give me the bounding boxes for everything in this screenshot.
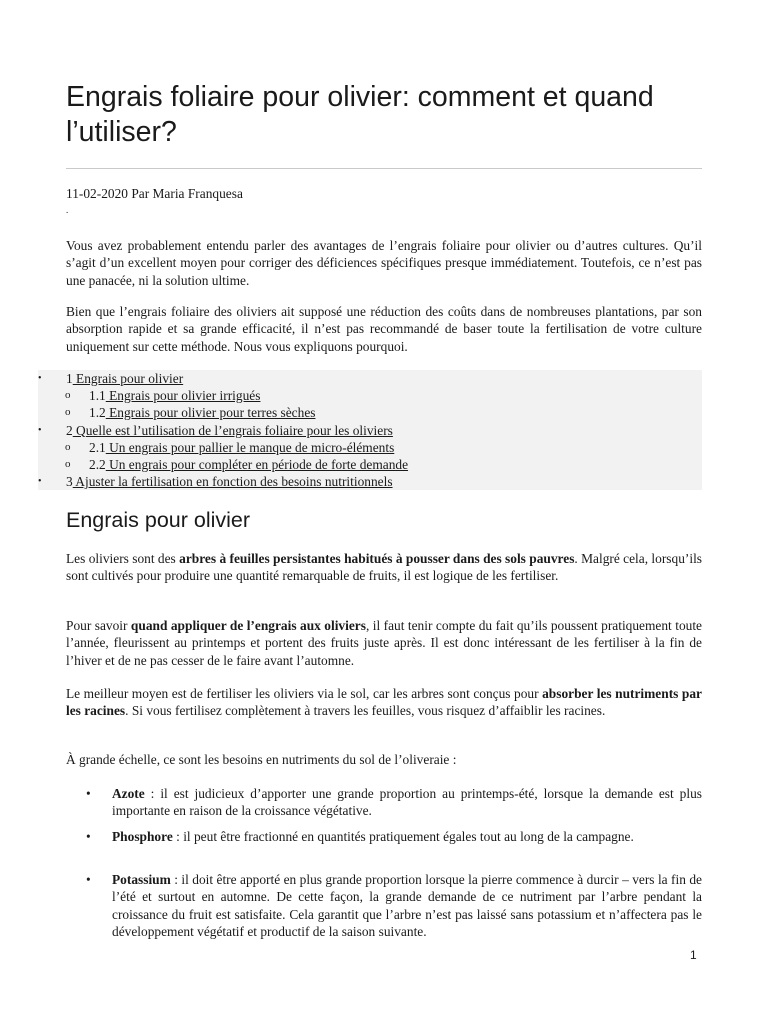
body-paragraph-1: Les oliviers sont des arbres à feuilles persistantes habitués à pousser dans des sols pauvres. Malgré cela, lorsqu’ils sont cultivés pour produire une quantité remarquable de fruits, il est logique de les fertiliser. bbox=[66, 551, 703, 584]
nutrient-item-azote bbox=[66, 785, 702, 828]
toc-number: 1.1 bbox=[89, 388, 106, 404]
toc-link-ajuster-fertilisation[interactable]: Ajuster la fertilisation en fonction des besoins nutritionnels bbox=[72, 474, 393, 490]
nutrient-text: : il doit être apporté en plus grande proportion lorsque la pierre commence à durcir – vers la fin de l’été et surtout en automne. De cette façon, la grande demande de ce nutriment par l’arbre pendant la croissance du fruit est satisfaite. Cela garantit que l’arbre n’est pas laissé sans potassium et n’affectera pas le développement végétatif et productif de la saison suivante. bbox=[112, 872, 702, 940]
toc-item-1-2 bbox=[38, 404, 702, 421]
title-divider bbox=[66, 168, 702, 169]
toc-link-irrigues[interactable]: Engrais pour olivier irrigués bbox=[105, 388, 261, 404]
toc-item-2 bbox=[38, 422, 702, 439]
nutrient-name: Phosphore bbox=[112, 829, 173, 844]
body-paragraph-2: Pour savoir quand appliquer de l’engrais aux oliviers, il faut tenir compte du fait qu’ils poussent pratiquement toute l’année, fleurissent au printemps et portent des fruits juste après. Il est donc intéressant de les fertiliser à la fin de l’hiver et de ne pas cesser de le faire avant l’automne. bbox=[66, 618, 702, 668]
intro-paragraph-1: Vous avez probablement entendu parler des avantages de l’engrais foliaire pour olivier ou d’autres cultures. Qu’il s’agit d’un excellent moyen pour corriger des déficiences spécifiques presque immédiatement. Toutefois, ce n’est pas une panacée, ni la solution ultime. bbox=[66, 238, 702, 288]
emphasis-text: arbres à feuilles persistantes habitués à pousser dans des sols pauvres bbox=[179, 551, 575, 566]
table-of-contents bbox=[38, 370, 702, 490]
bullet-icon: • bbox=[86, 872, 91, 887]
toc-number: 1.2 bbox=[89, 405, 106, 421]
toc-text bbox=[89, 404, 315, 421]
intro-paragraph-2: Bien que l’engrais foliaire des oliviers ait supposé une réduction des coûts dans de nombreuses plantations, par son absorption rapide et sa grande efficacité, il n’est pas recommandé de baser toute la fertilisation de votre culture uniquement sur cette méthode. Nous vous expliquons pourquoi. bbox=[66, 304, 702, 354]
emphasis-text: quand appliquer de l’engrais aux oliviers bbox=[130, 618, 366, 633]
toc-text bbox=[66, 422, 393, 439]
toc-number: 2.2 bbox=[89, 456, 106, 472]
nutrient-text: : il peut être fractionné en quantités pratiquement égales tout au long de la campagne. bbox=[172, 829, 634, 844]
circle-bullet-icon: o bbox=[65, 440, 71, 453]
circle-bullet-icon: o bbox=[65, 389, 71, 402]
toc-item-1 bbox=[38, 370, 702, 387]
toc-number: 2.1 bbox=[89, 439, 106, 455]
toc-text bbox=[66, 473, 393, 490]
bullet-icon: • bbox=[38, 373, 42, 384]
toc-link-forte-demande[interactable]: Un engrais pour compléter en période de forte demande bbox=[105, 456, 409, 472]
nutrient-list bbox=[66, 785, 702, 941]
toc-text bbox=[66, 370, 183, 387]
bullet-icon: • bbox=[38, 424, 42, 436]
nutrient-name: Azote bbox=[112, 786, 145, 801]
nutrient-item-potassium bbox=[66, 871, 702, 941]
article-meta: 11-02-2020 Par Maria Franquesa bbox=[66, 186, 243, 201]
body-paragraph-4: À grande échelle, ce sont les besoins en nutriments du sol de l’oliveraie : bbox=[66, 752, 457, 767]
toc-item-2-1 bbox=[38, 439, 702, 456]
circle-bullet-icon: o bbox=[65, 457, 71, 470]
toc-number: 1 bbox=[66, 371, 73, 386]
nutrient-item-phosphore bbox=[66, 828, 702, 871]
toc-link-engrais-pour-olivier[interactable]: Engrais pour olivier bbox=[72, 371, 184, 386]
page-number: 1 bbox=[690, 948, 697, 962]
toc-link-engrais-foliaire[interactable]: Quelle est l’utilisation de l’engrais foliaire pour les oliviers bbox=[72, 422, 393, 438]
emphasis-text: absorber les nutriments par les racines bbox=[66, 686, 702, 719]
toc-text bbox=[89, 387, 260, 404]
body-paragraph-3: Le meilleur moyen est de fertiliser les oliviers via le sol, car les arbres sont conçus pour absorber les nutriments par les racines. Si vous fertilisez complètement à travers les feuilles, vous risquez d’affaiblir les racines. bbox=[66, 686, 702, 719]
toc-number: 2 bbox=[66, 422, 73, 438]
meta-dot: . bbox=[66, 205, 69, 215]
toc-link-micro-elements[interactable]: Un engrais pour pallier le manque de micro-éléments bbox=[105, 439, 395, 455]
toc-text bbox=[89, 439, 394, 456]
toc-link-terres-seches[interactable]: Engrais pour olivier pour terres sèches bbox=[105, 405, 316, 421]
bullet-icon: • bbox=[86, 786, 91, 801]
bullet-icon: • bbox=[38, 476, 42, 488]
bullet-icon: • bbox=[86, 829, 91, 844]
toc-item-2-2 bbox=[38, 456, 702, 473]
toc-item-1-1 bbox=[38, 387, 702, 404]
circle-bullet-icon: o bbox=[65, 406, 71, 419]
toc-text bbox=[89, 456, 408, 473]
nutrient-name: Potassium bbox=[112, 872, 171, 887]
toc-number: 3 bbox=[66, 474, 73, 490]
page-title: Engrais foliaire pour olivier: comment et quand l’utiliser? bbox=[66, 81, 654, 148]
section-heading: Engrais pour olivier bbox=[66, 508, 251, 532]
toc-item-3 bbox=[38, 473, 702, 490]
nutrient-text: : il est judicieux d’apporter une grande proportion au printemps-été, lorsque la demande est plus importante en raison de la croissance végétative. bbox=[112, 786, 702, 819]
